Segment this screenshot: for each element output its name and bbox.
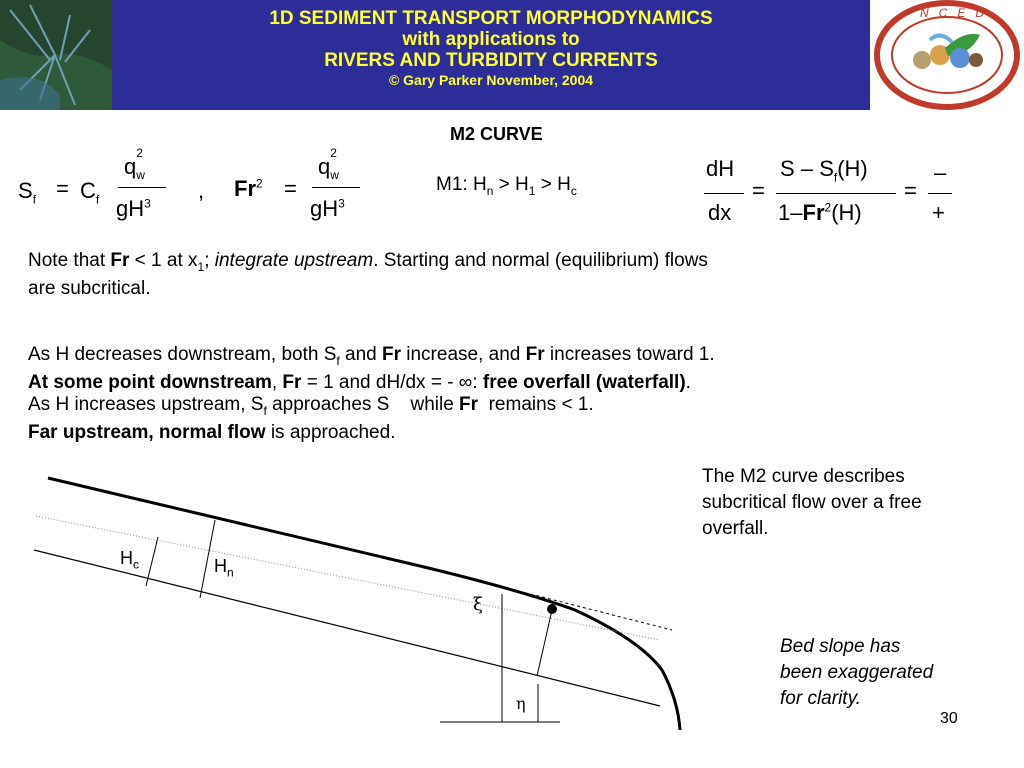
- reference-point: [547, 604, 557, 614]
- bed-line: [34, 550, 660, 706]
- eq3-sign-num: –: [934, 160, 947, 185]
- eq-fr-equals: =: [284, 176, 297, 201]
- eq-fr-lhs: Fr$^2$: [234, 176, 263, 201]
- eq-sf-lhs: $S_f$: [18, 178, 37, 207]
- eq-sf-numerator: q 2 w: [124, 146, 145, 182]
- label-xi: ξ: [473, 594, 483, 615]
- header-line-2: with applications to: [402, 29, 580, 50]
- eq3-dx: dx: [708, 200, 732, 225]
- eq-fr-numerator: q 2 w: [318, 146, 339, 182]
- logo-letters: NCED: [920, 6, 995, 20]
- note-line-2: are subcritical.: [28, 277, 151, 299]
- explanation-line-4: Far upstream, normal flow is approached.: [28, 421, 396, 443]
- bed-slope-note: Bed slope has been exaggerated for clarity.: [780, 636, 934, 709]
- normal-depth-line: [420, 566, 672, 630]
- water-surface-curve: [48, 478, 680, 730]
- note-line-1: Note that Fr < 1 at $x_1$; integrate upstream. Starting and normal (equilibrium) flows: [28, 250, 708, 274]
- eq-comma: ,: [198, 178, 205, 203]
- label-hc: $H_c$: [120, 548, 139, 572]
- m1-relation: M1: $H_n > H_1 > H_c$: [436, 174, 577, 198]
- eq-fr-denominator: $gH^3$: [310, 196, 345, 221]
- eq3-equals-2: =: [904, 178, 917, 203]
- eq3-sign-den: +: [932, 200, 945, 225]
- eq3-denominator: 1–Fr$^2$(H): [778, 200, 862, 225]
- critical-depth-line: [36, 516, 660, 640]
- label-hn: $H_n$: [214, 556, 234, 580]
- slide-title: M2 CURVE: [450, 124, 543, 144]
- hn-arrow: [200, 520, 215, 598]
- explanation-line-2: At some point downstream, Fr = 1 and dH/dx = - ∞: free overfall (waterfall).: [28, 371, 691, 393]
- eq-sf-denominator: $gH^3$: [116, 196, 151, 221]
- depth-arrow: [537, 610, 552, 676]
- header-line-3: RIVERS AND TURBIDITY CURRENTS: [324, 50, 658, 71]
- header-line-1: 1D SEDIMENT TRANSPORT MORPHODYNAMICS: [269, 8, 713, 29]
- eq3-numerator: S – $S_f(H)$: [780, 156, 868, 185]
- header-copyright: © Gary Parker November, 2004: [388, 72, 594, 88]
- eq3-equals: =: [752, 178, 765, 203]
- eq-sf-equals: =: [56, 176, 69, 201]
- label-eta: η: [516, 694, 526, 713]
- explanation-line-1: As H decreases downstream, both $S_f$ and Fr increase, and Fr increases toward 1.: [28, 344, 715, 368]
- eq-sf-coef: $C_f$: [80, 178, 100, 207]
- hc-arrow: [146, 537, 158, 586]
- page-number: 30: [940, 710, 958, 727]
- eq3-dh: dH: [706, 156, 735, 181]
- explanation-line-3: As H increases upstream, $S_f$ approaches S while Fr remains < 1.: [28, 393, 594, 418]
- side-description: The M2 curve describes subcritical flow over a free overfall.: [702, 466, 922, 539]
